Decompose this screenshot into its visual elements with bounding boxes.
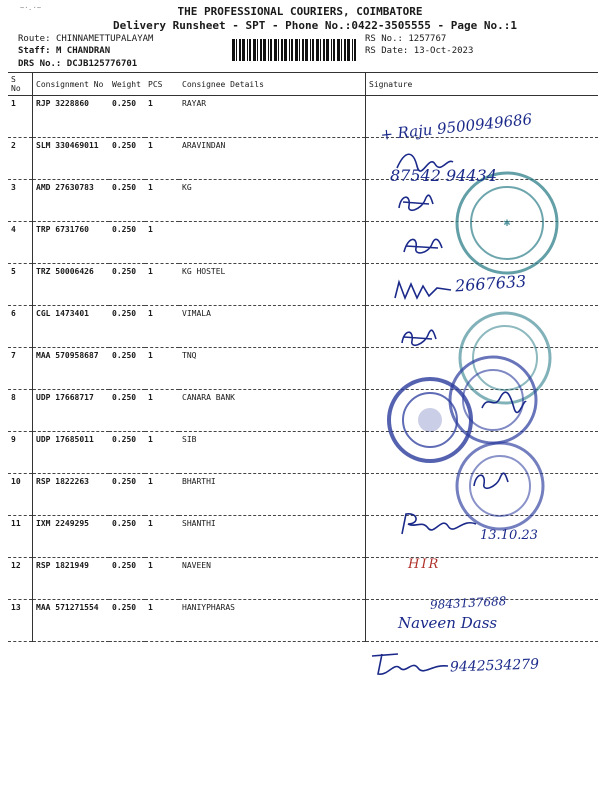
cell-pcs: 1	[145, 474, 179, 516]
barcode-bar	[354, 39, 356, 61]
cell-consignee: NAVEEN	[179, 558, 366, 600]
signature-12-number: 9843137688	[429, 594, 507, 612]
barcode-bar	[263, 39, 266, 61]
svg-text:✱: ✱	[503, 219, 511, 229]
barcode-bar	[299, 39, 300, 61]
cell-sno: 13	[8, 600, 33, 642]
cell-consignment: SLM 330469011	[33, 138, 110, 180]
cell-consignee: KG HOSTEL	[179, 264, 366, 306]
canara-bank-stamp	[385, 375, 475, 465]
barcode-bar	[337, 39, 340, 61]
barcode-bar	[331, 39, 332, 61]
cell-signature	[366, 558, 599, 600]
barcode-bar	[274, 39, 277, 61]
cell-consignment: TRP 6731760	[33, 222, 110, 264]
company-title: THE PROFESSIONAL COURIERS, COIMBATORE	[177, 5, 423, 18]
cell-pcs: 1	[145, 558, 179, 600]
cell-pcs: 1	[145, 432, 179, 474]
table-header-row	[8, 73, 598, 96]
cell-weight: 0.250	[109, 306, 145, 348]
cell-weight: 0.250	[109, 348, 145, 390]
signature-10-scribble	[398, 510, 478, 538]
table-row	[8, 558, 598, 600]
cell-consignee: ARAVINDAN	[179, 138, 366, 180]
cell-consignment: IXM 2249295	[33, 516, 110, 558]
cell-consignment: RJP 3228860	[33, 96, 110, 138]
cell-sno: 6	[8, 306, 33, 348]
col-weight: Weight	[109, 73, 145, 96]
signature-12-name: Naveen Dass	[398, 614, 498, 632]
cell-sno: 11	[8, 516, 33, 558]
barcode-bar	[310, 39, 311, 61]
barcode-bar	[253, 39, 256, 61]
barcode-bar	[302, 39, 304, 61]
cell-consignment: MAA 570958687	[33, 348, 110, 390]
cell-consignment: UDP 17668717	[33, 390, 110, 432]
cell-weight: 0.250	[109, 264, 145, 306]
table-row	[8, 600, 598, 642]
barcode-bar	[239, 39, 241, 61]
cell-consignee: SIB	[179, 432, 366, 474]
barcode-bar	[305, 39, 308, 61]
barcode-bar	[232, 39, 235, 61]
cell-pcs: 1	[145, 306, 179, 348]
barcode-bar	[352, 39, 353, 61]
barcode-bar	[257, 39, 258, 61]
cell-sno: 7	[8, 348, 33, 390]
signature-13-number: 9442534279	[449, 656, 540, 676]
barcode-bar	[278, 39, 279, 61]
barcode-bar	[291, 39, 293, 61]
barcode-bar	[347, 39, 350, 61]
col-pcs: PCS	[145, 73, 179, 96]
signature-5-scribble	[393, 278, 453, 302]
signature-10-date: 13.10.23	[480, 528, 538, 543]
cell-consignment: TRZ 50006426	[33, 264, 110, 306]
cell-sno: 9	[8, 432, 33, 474]
cell-pcs: 1	[145, 348, 179, 390]
runsheet-title: Delivery Runsheet - SPT - Phone No.:0422-3505555 - Page No.:1	[113, 19, 517, 32]
rs-no-value: 1257767	[408, 34, 447, 44]
signature-7-scribble	[480, 390, 528, 414]
drs-line	[18, 58, 137, 70]
cell-consignee: TNQ	[179, 348, 366, 390]
cell-pcs: 1	[145, 96, 179, 138]
col-consignment: Consignment No	[33, 73, 110, 96]
barcode-bar	[284, 39, 287, 61]
cell-sno: 5	[8, 264, 33, 306]
route-value: CHINNAMETTUPALAYAM	[55, 34, 154, 44]
cell-pcs: 1	[145, 138, 179, 180]
cell-pcs: 1	[145, 390, 179, 432]
cell-sno: 3	[8, 180, 33, 222]
cell-weight: 0.250	[109, 516, 145, 558]
cell-pcs: 1	[145, 516, 179, 558]
cell-sno: 4	[8, 222, 33, 264]
barcode-bar	[260, 39, 262, 61]
signature-6-scribble	[398, 325, 438, 349]
cell-consignment: RSP 1821949	[33, 558, 110, 600]
signature-13-scribble	[368, 650, 452, 678]
staff-value: M CHANDRAN	[55, 46, 111, 56]
cell-consignment: RSP 1822263	[33, 474, 110, 516]
cell-weight: 0.250	[109, 558, 145, 600]
cell-consignment: AMD 27630783	[33, 180, 110, 222]
cell-weight: 0.250	[109, 600, 145, 642]
corner-mark: ~·.·~	[20, 4, 42, 12]
cell-consignee: RAYAR	[179, 96, 366, 138]
staff-line	[18, 45, 110, 57]
barcode-bar	[341, 39, 342, 61]
drs-value: DCJB125776701	[66, 59, 138, 69]
col-consignee: Consignee Details	[179, 73, 366, 96]
signature-9-scribble	[470, 468, 510, 492]
cell-sno: 10	[8, 474, 33, 516]
barcode-bar	[249, 39, 251, 61]
barcode-bar	[344, 39, 346, 61]
cell-consignment: CGL 1473401	[33, 306, 110, 348]
cell-consignee: VIMALA	[179, 306, 366, 348]
cell-sno: 2	[8, 138, 33, 180]
staff-label: Staff:	[18, 46, 51, 56]
route-line	[18, 33, 153, 45]
cell-sno: 8	[8, 390, 33, 432]
cell-pcs: 1	[145, 222, 179, 264]
barcode-bar	[247, 39, 248, 61]
rs-date-value: 13-Oct-2023	[413, 46, 474, 56]
barcode-bar	[320, 39, 321, 61]
cell-weight: 0.250	[109, 474, 145, 516]
barcode-bar	[242, 39, 245, 61]
barcode-bar	[289, 39, 290, 61]
route-label: Route:	[18, 34, 51, 44]
barcode-bar	[270, 39, 272, 61]
drs-label: DRS No.:	[18, 59, 62, 69]
cell-pcs: 1	[145, 264, 179, 306]
cell-sno: 1	[8, 96, 33, 138]
cell-pcs: 1	[145, 180, 179, 222]
rs-date-label: RS Date:	[365, 46, 409, 56]
signature-1: + Raju 9500949686	[379, 110, 533, 144]
cell-sno: 12	[8, 558, 33, 600]
barcode-bar	[236, 39, 237, 61]
cell-weight: 0.250	[109, 96, 145, 138]
barcode-bar	[323, 39, 325, 61]
cell-weight: 0.250	[109, 432, 145, 474]
cell-consignment: UDP 17685011	[33, 432, 110, 474]
cell-consignee: CANARA BANK	[179, 390, 366, 432]
barcode-bar	[268, 39, 269, 61]
col-signature: Signature	[366, 73, 599, 96]
cell-consignee: SHANTHI	[179, 516, 366, 558]
cell-consignee: HANIYPHARAS	[179, 600, 366, 642]
cell-consignee	[179, 222, 366, 264]
barcode-bar	[312, 39, 314, 61]
rs-no-line	[365, 33, 446, 45]
cell-weight: 0.250	[109, 222, 145, 264]
barcode-bar	[295, 39, 298, 61]
barcode-bar	[333, 39, 335, 61]
cell-weight: 0.250	[109, 180, 145, 222]
barcode	[232, 39, 360, 61]
signature-3-scribble	[395, 190, 435, 216]
rs-no-label: RS No.:	[365, 34, 403, 44]
signature-2-number: 87542 94434	[390, 166, 497, 185]
signature-5-number: 2667633	[454, 271, 527, 296]
barcode-bar	[326, 39, 329, 61]
signature-4-scribble	[400, 232, 444, 258]
rs-date-line	[365, 45, 473, 57]
cell-weight: 0.250	[109, 138, 145, 180]
cell-consignment: MAA 571271554	[33, 600, 110, 642]
col-sno: S No	[8, 73, 33, 96]
barcode-bar	[281, 39, 283, 61]
barcode-bar	[316, 39, 319, 61]
signature-11: HIR	[408, 557, 441, 572]
cell-consignee: BHARTHI	[179, 474, 366, 516]
cell-consignee: KG	[179, 180, 366, 222]
cell-pcs: 1	[145, 600, 179, 642]
cell-weight: 0.250	[109, 390, 145, 432]
